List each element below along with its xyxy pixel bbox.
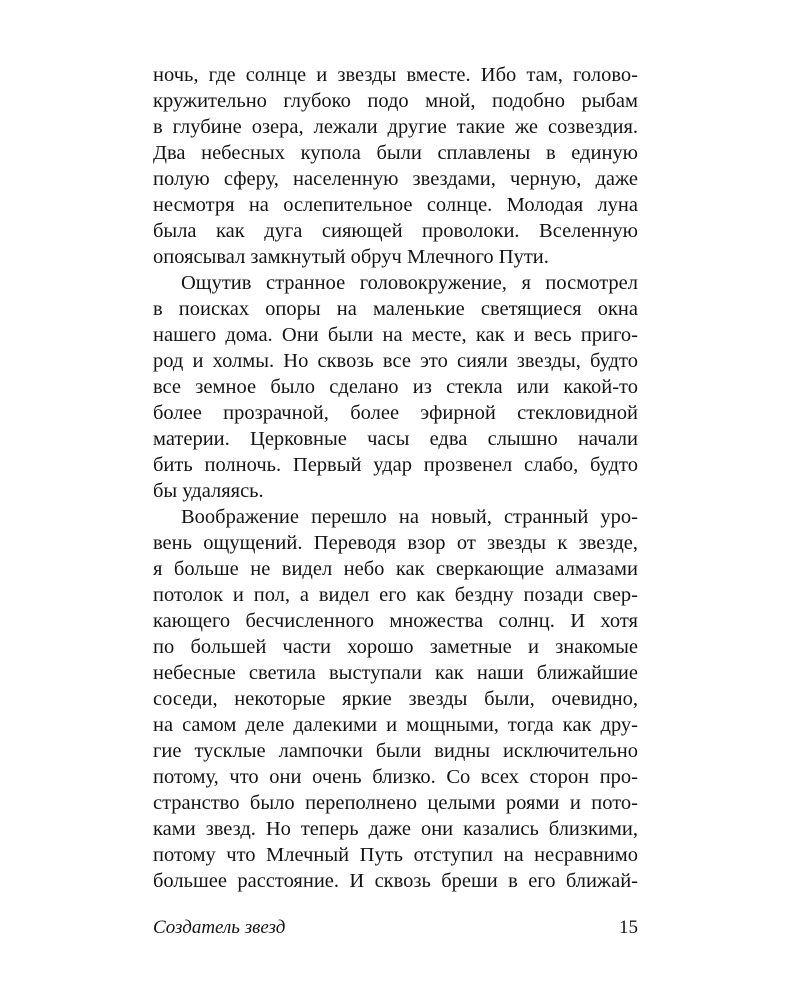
text-line: по большей части хорошо заметные и знакомые	[153, 636, 638, 658]
text-line: соседи, некоторые яркие звезды были, очевидно,	[153, 688, 638, 710]
text-line: род и холмы. Но сквозь все это сияли звезды, будто	[153, 350, 638, 372]
text-line: была как дуга сияющей проволоки. Вселенную	[153, 220, 638, 242]
text-line: кающего бесчисленного множества солнц. И хотя	[153, 610, 638, 632]
running-title: Создатель звезд	[153, 917, 286, 938]
text-line: ночь, где солнце и звезды вместе. Ибо там, голово-	[153, 64, 638, 86]
text-line: более прозрачной, более эфирной стекловидной	[153, 402, 638, 424]
text-line: опоясывал замкнутый обруч Млечного Пути.	[153, 246, 549, 268]
text-line: несмотря на ослепительное солнце. Молодая луна	[153, 194, 638, 216]
text-line: большее расстояние. И сквозь бреши в его ближай-	[153, 870, 638, 892]
text-line: бить полночь. Первый удар прозвенел слабо, будто	[153, 454, 638, 476]
text-line: Два небесных купола были сплавлены в единую	[153, 142, 638, 164]
text-line: в поисках опоры на маленькие светящиеся окна	[153, 298, 638, 320]
text-line: в глубине озера, лежали другие такие же созвездия.	[153, 116, 638, 138]
text-line: потолок и пол, а видел его как бездну позади свер-	[153, 584, 638, 606]
text-line: вень ощущений. Переводя взор от звезды к звезде,	[153, 532, 638, 554]
text-line: потому что Млечный Путь отступил на несравнимо	[153, 844, 638, 866]
page-footer	[153, 915, 638, 941]
text-line: все земное было сделано из стекла или какой-то	[153, 376, 638, 398]
text-line: потому, что они очень близко. Со всех сторон про-	[153, 766, 638, 788]
text-line: Ощутив странное головокружение, я посмотрел	[181, 272, 638, 294]
text-line: кружительно глубоко подо мной, подобно рыбам	[153, 90, 638, 112]
text-line: на самом деле далекими и мощными, тогда как дру-	[153, 714, 638, 736]
text-line: материи. Церковные часы едва слышно начали	[153, 428, 638, 450]
page-number: 15	[619, 917, 638, 938]
text-line: я больше не видел небо как сверкающие алмазами	[153, 558, 638, 580]
text-line: бы удаляясь.	[153, 480, 264, 502]
text-line: небесные светила выступали как наши ближайшие	[153, 662, 638, 684]
text-line: гие тусклые лампочки были видны исключительно	[153, 740, 638, 762]
text-line: полую сферу, населенную звездами, черную, даже	[153, 168, 638, 190]
text-line: ками звезд. Но теперь даже они казались близкими,	[153, 818, 638, 840]
body-text	[153, 62, 638, 894]
text-line: Воображение перешло на новый, странный уро-	[181, 506, 638, 528]
text-line: нашего дома. Они были на месте, как и весь приго-	[153, 324, 638, 346]
text-line: странство было переполнено целыми роями и пото-	[153, 792, 638, 814]
book-page	[153, 62, 638, 942]
